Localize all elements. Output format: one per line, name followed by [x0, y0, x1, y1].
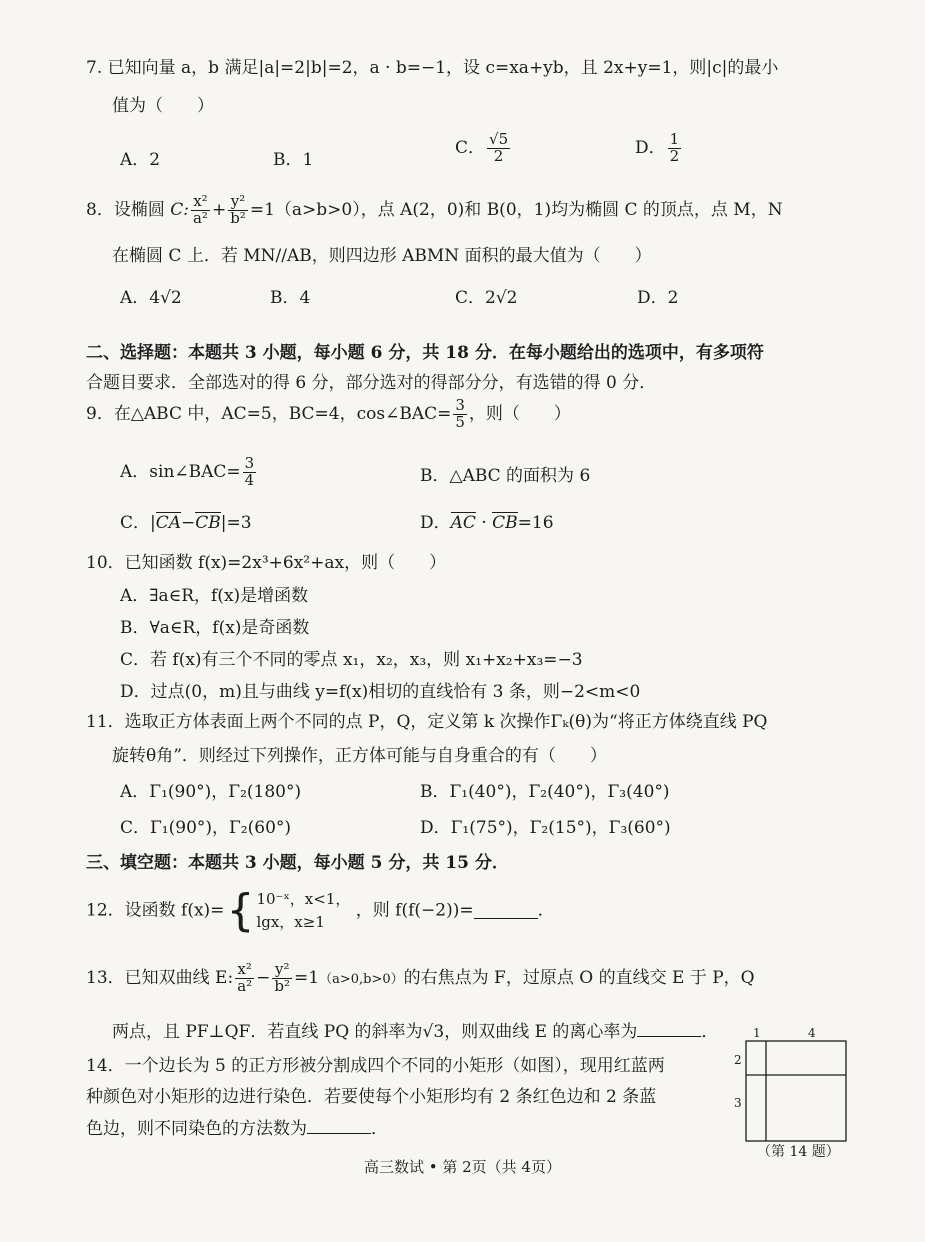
section2-instructions: 合题目要求．全部选对的得 6 分，部分选对的得部分分，有选错的得 0 分． — [86, 373, 657, 393]
q14-square-diagram — [745, 1040, 849, 1142]
q14-end: ． — [371, 1119, 388, 1139]
q11-option-d: D．Γ₁(75°)，Γ₂(15°)，Γ₃(60°) — [420, 818, 671, 838]
q8-ellipse-name: C: — [170, 199, 189, 220]
q7-option-b: B．1 — [273, 150, 314, 170]
q8-option-c: C．2√2 — [455, 288, 518, 308]
section2-heading: 二、选择题：本题共 3 小题，每小题 6 分，共 18 分．在每小题给出的选项中，有多项符 — [86, 343, 764, 363]
q7-option-c-label: C． — [455, 137, 486, 158]
q13-answer-blank — [637, 1020, 701, 1037]
q11-option-a: A．Γ₁(90°)，Γ₂(180°) — [120, 782, 302, 802]
q11-stem-line2: 旋转θ角”．则经过下列操作，正方体可能与自身重合的有（ ） — [112, 746, 607, 766]
q8-frac-y — [228, 194, 248, 227]
q13-line2-text: 两点，且 PF⊥QF．若直线 PQ 的斜率为√3，则双曲线 E 的离心率为 — [112, 1022, 638, 1042]
q7-stem — [86, 58, 778, 78]
q7-d-num: 1 — [669, 130, 680, 148]
page-footer: 高三数试 • 第 2页（共 4页） — [363, 1158, 561, 1176]
q7-option-a: A．2 — [120, 150, 161, 170]
q9-f-den: 5 — [455, 412, 465, 431]
q8-option-d: D．2 — [637, 288, 679, 308]
q8-f2-den: b² — [230, 208, 246, 227]
q9-c-minus: − — [181, 513, 196, 533]
q7-option-d-label: D． — [635, 137, 666, 158]
q12-case1: 10⁻ˣ，x<1， — [256, 890, 351, 908]
q10-option-d: D．过点(0，m)且与曲线 y=f(x)相切的直线恰有 3 条，则−2<m<0 — [120, 682, 641, 702]
q12-end: ． — [537, 900, 555, 921]
q7-option-d-fraction — [668, 132, 682, 165]
q8-stem-line2: 在椭圆 C 上．若 MN//AB，则四边形 ABMN 面积的最大值为（ ） — [112, 246, 652, 266]
q12-brace: { — [226, 884, 255, 936]
q7-stem-text: 已知向量 a，b 满足|a|=2|b|=2，a · b=−1，设 c=xa+yb，且 2x+y=1，则|c|的最小 — [107, 58, 779, 78]
q8-number: 8．设椭圆 — [86, 199, 165, 220]
q14-answer-blank — [307, 1117, 371, 1134]
q9-d-post: =16 — [517, 513, 554, 533]
q10-stem: 10．已知函数 f(x)=2x³+6x²+ax，则（ ） — [86, 553, 447, 573]
q14-stem-line3 — [86, 1117, 388, 1139]
q13-end: ． — [701, 1022, 719, 1042]
q8-f2-num: y² — [228, 194, 248, 211]
q14-stem: 14．一个边长为 5 的正方形被分割成四个不同的小矩形（如图），现用红蓝两 — [86, 1056, 665, 1076]
q9-c-vector-cb: CB — [195, 513, 221, 533]
q8-option-a: A．4√2 — [120, 288, 182, 308]
q7-stem-line2: 值为（ ） — [112, 96, 214, 116]
q7-c-den: 2 — [493, 146, 504, 165]
q13-minus: − — [256, 967, 271, 988]
q13-eq: =1 — [294, 967, 320, 988]
q8-option-b: B．4 — [270, 288, 311, 308]
q9-stem — [86, 398, 571, 431]
q14-figure-caption: （第 14 题） — [757, 1144, 840, 1160]
q7-option-c — [455, 132, 512, 165]
q13-f2-num: y² — [272, 962, 292, 979]
q9-a-fraction — [243, 456, 257, 489]
q9-c-pre: C．| — [120, 513, 156, 533]
q7-number: 7. — [86, 58, 103, 78]
q9-d-pre: D． — [420, 513, 451, 533]
q12-case2: lgx，x≥1 — [256, 912, 325, 931]
q9-a-label: A．sin∠BAC= — [120, 461, 241, 482]
q7-option-d — [635, 132, 683, 165]
q13-frac-x — [235, 962, 254, 995]
q14-stem-line2: 种颜色对小矩形的边进行染色．若要使每个小矩形均有 2 条红色边和 2 条蓝 — [86, 1087, 657, 1107]
q13-stem-line2 — [112, 1020, 718, 1042]
q9-cos-fraction — [453, 398, 467, 431]
q13-condition: （a>0,b>0） — [319, 971, 404, 987]
q9-c-post: |=3 — [220, 513, 252, 533]
q8-stem — [86, 194, 783, 227]
q10-option-b: B．∀a∈R，f(x)是奇函数 — [120, 618, 310, 638]
q11-option-b: B．Γ₁(40°)，Γ₂(40°)，Γ₃(40°) — [420, 782, 670, 802]
q13-f1-den: a² — [237, 976, 253, 995]
q9-d-vector-ac: AC — [450, 513, 476, 533]
q9-tail: ，则（ ） — [468, 403, 571, 424]
q9-c-vector-ca: CA — [155, 513, 182, 533]
q13-frac-y — [272, 962, 292, 995]
q13-rest: 的右焦点为 F，过原点 O 的直线交 E 于 P，Q — [403, 967, 755, 988]
section3-heading: 三、填空题：本题共 3 小题，每小题 5 分，共 15 分． — [86, 853, 509, 873]
q14-fig-label-4: 4 — [808, 1026, 816, 1040]
q9-option-d — [420, 513, 554, 533]
q12-cases — [256, 888, 350, 933]
q8-plus: + — [211, 199, 227, 220]
q8-f1-num: x² — [191, 194, 210, 211]
q13-f1-num: x² — [235, 962, 254, 979]
q8-frac-x — [191, 194, 210, 227]
q14-fig-label-2: 2 — [734, 1053, 742, 1067]
q9-option-c — [120, 513, 252, 533]
q7-option-c-fraction — [487, 132, 510, 165]
q12-answer-blank — [474, 902, 538, 919]
q8-stem-rest: =1（a>b>0），点 A(2，0)和 B(0，1)均为椭圆 C 的顶点，点 M，N — [249, 199, 783, 220]
q14-line3-text: 色边，则不同染色的方法数为 — [86, 1119, 307, 1139]
q13-f2-den: b² — [274, 976, 291, 995]
q13-pre: 13．已知双曲线 E: — [86, 967, 234, 988]
q9-d-vector-cb: CB — [492, 513, 518, 533]
q11-stem: 11．选取正方体表面上两个不同的点 P，Q，定义第 k 次操作Γₖ(θ)为“将正方体绕直线 PQ — [86, 712, 768, 732]
q14-fig-label-3: 3 — [734, 1096, 742, 1110]
q9-d-dot: · — [475, 513, 493, 533]
q10-option-c: C．若 f(x)有三个不同的零点 x₁，x₂，x₃，则 x₁+x₂+x₃=−3 — [120, 650, 583, 670]
q7-c-num: √5 — [489, 130, 509, 148]
q10-option-a: A．∃a∈R，f(x)是增函数 — [120, 586, 309, 606]
q8-f1-den: a² — [192, 208, 208, 227]
q7-d-den: 2 — [669, 146, 680, 165]
q14-fig-label-1: 1 — [753, 1026, 761, 1040]
q13-stem — [86, 962, 755, 995]
q9-option-a — [120, 456, 258, 489]
q9-option-b: B．△ABC 的面积为 6 — [420, 466, 591, 486]
q9-stem-text: 9．在△ABC 中，AC=5，BC=4，cos∠BAC= — [86, 403, 452, 424]
q12-stem — [86, 884, 555, 936]
q12-pre: 12．设函数 f(x)= — [86, 900, 225, 921]
q11-option-c: C．Γ₁(90°)，Γ₂(60°) — [120, 818, 292, 838]
q9-a-den: 4 — [244, 470, 255, 489]
q9-a-num: 3 — [244, 454, 255, 472]
q12-post: ，则 f(f(−2))= — [355, 900, 474, 921]
q9-f-num: 3 — [455, 396, 465, 414]
